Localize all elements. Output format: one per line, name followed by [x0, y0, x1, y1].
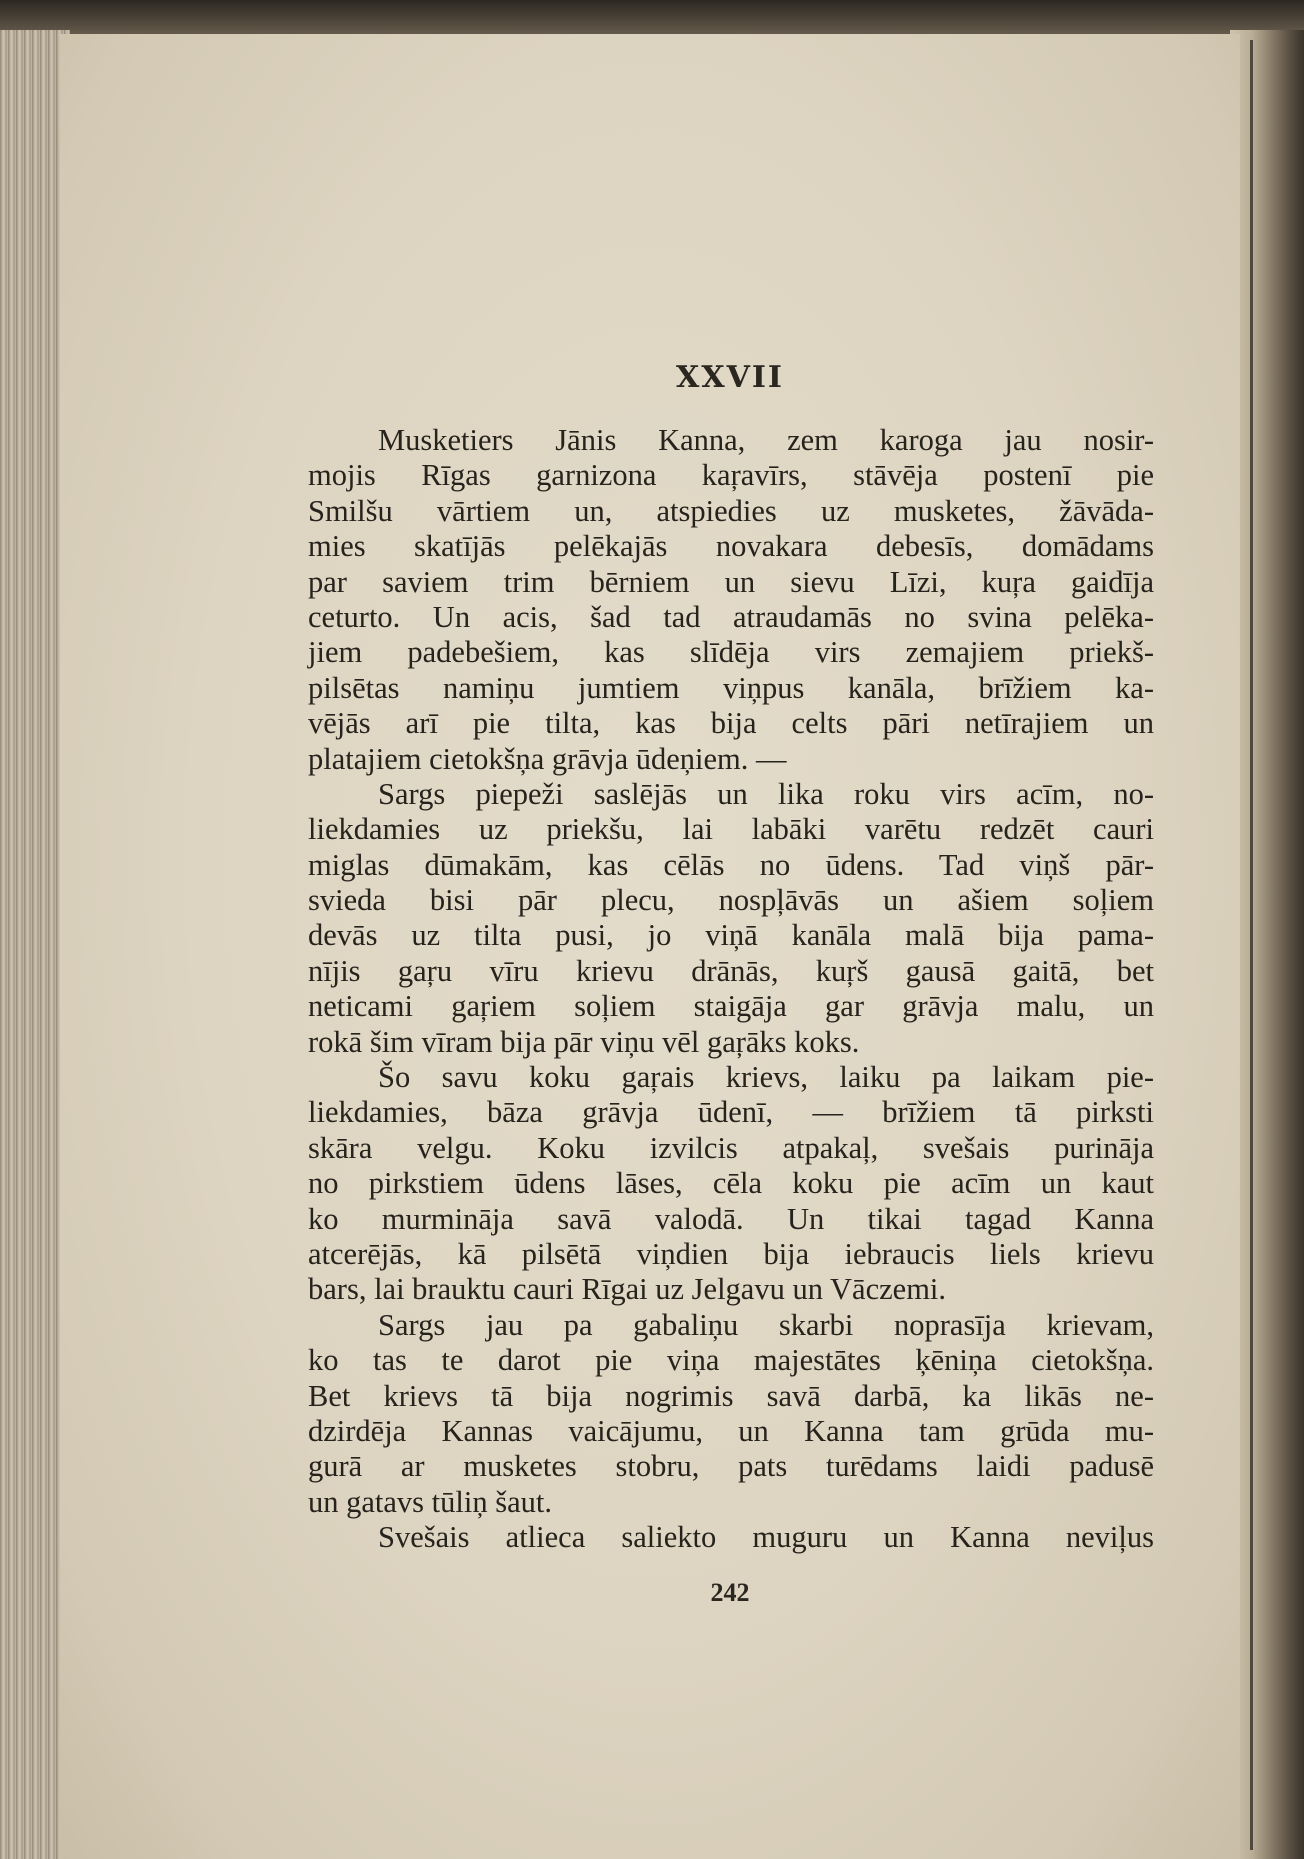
text-line: ceturto. Un acis, šad tad atraudamās no svina pelēka- [308, 599, 1154, 634]
text-line: miglas dūmakām, kas cēlās no ūdens. Tad viņš pār- [308, 847, 1154, 882]
text-line: vējās arī pie tilta, kas bija celts pāri netīrajiem un [308, 706, 1154, 741]
text-line: Svešais atlieca saliekto muguru un Kanna neviļus [378, 1520, 1154, 1555]
text-line: liekdamies uz priekšu, lai labāki varētu redzēt cauri [308, 812, 1154, 847]
text-line: ko murmināja savā valodā. Un tikai tagad Kanna [308, 1201, 1154, 1236]
text-line: par saviem trim bērniem un sievu Līzi, kuŗa gaidīja [308, 564, 1154, 599]
text-line: dzirdēja Kannas vaicājumu, un Kanna tam grūda mu- [308, 1413, 1154, 1448]
text-line: gurā ar musketes stobru, pats turēdams laidi padusē [308, 1449, 1154, 1484]
text-line: rokā šim vīram bija pār viņu vēl gaŗāks koks. [308, 1024, 860, 1059]
text-line: Sargs jau pa gabaliņu skarbi noprasīja krievam, [378, 1307, 1154, 1342]
text-line: Musketiers Jānis Kanna, zem karoga jau nosir- [378, 423, 1154, 457]
page-body-text [308, 423, 1154, 1556]
text-line: pilsētas namiņu jumtiem viņpus kanāla, brīžiem ka- [308, 670, 1154, 705]
text-line: nījis gaŗu vīru krievu drānās, kuŗš gausā gaitā, bet [308, 953, 1154, 988]
text-line: svieda bisi pār plecu, nospļāvās un ašiem soļiem [308, 883, 1154, 918]
text-line: neticami gaŗiem soļiem staigāja gar grāvja malu, un [308, 989, 1154, 1024]
text-line: mies skatījās pelēkajās novakara debesīs, domādams [308, 529, 1154, 564]
text-line: atcerējās, kā pilsētā viņdien bija iebraucis liels krievu [308, 1236, 1154, 1271]
text-line: skāra velgu. Koku izvilcis atpakaļ, svešais purināja [308, 1130, 1154, 1165]
text-line: Šo savu koku gaŗais krievs, laiku pa laikam pie- [378, 1060, 1154, 1095]
text-line: jiem padebešiem, kas slīdēja virs zemajiem priekš- [308, 635, 1154, 670]
text-line: no pirkstiem ūdens lāses, cēla koku pie acīm un kaut [308, 1166, 1154, 1201]
text-line: mojis Rīgas garnizona kaŗavīrs, stāvēja postenī pie [308, 458, 1154, 493]
text-line: Sargs piepeži saslējās un lika roku virs acīm, no- [378, 776, 1154, 811]
text-line: platajiem cietokšņa grāvja ūdeņiem. — [308, 741, 787, 776]
chapter-title: XXVII [676, 360, 784, 395]
text-line: un gatavs tūliņ šaut. [308, 1484, 552, 1519]
text-line: Bet krievs tā bija nogrimis savā darbā, ka likās ne- [308, 1378, 1154, 1413]
text-line: bars, lai brauktu cauri Rīgai uz Jelgavu un Vāczemi. [308, 1272, 947, 1307]
text-line: Smilšu vārtiem un, atspiedies uz musketes, žāvāda- [308, 493, 1154, 528]
text-line: liekdamies, bāza grāvja ūdenī, — brīžiem tā pirksti [308, 1095, 1154, 1130]
text-line: devās uz tilta pusi, jo viņā kanāla malā bija pama- [308, 918, 1154, 953]
page-number: 242 [710, 1578, 750, 1607]
text-line: ko tas te darot pie viņa majestātes ķēniņa cietokšņa. [308, 1343, 1154, 1378]
